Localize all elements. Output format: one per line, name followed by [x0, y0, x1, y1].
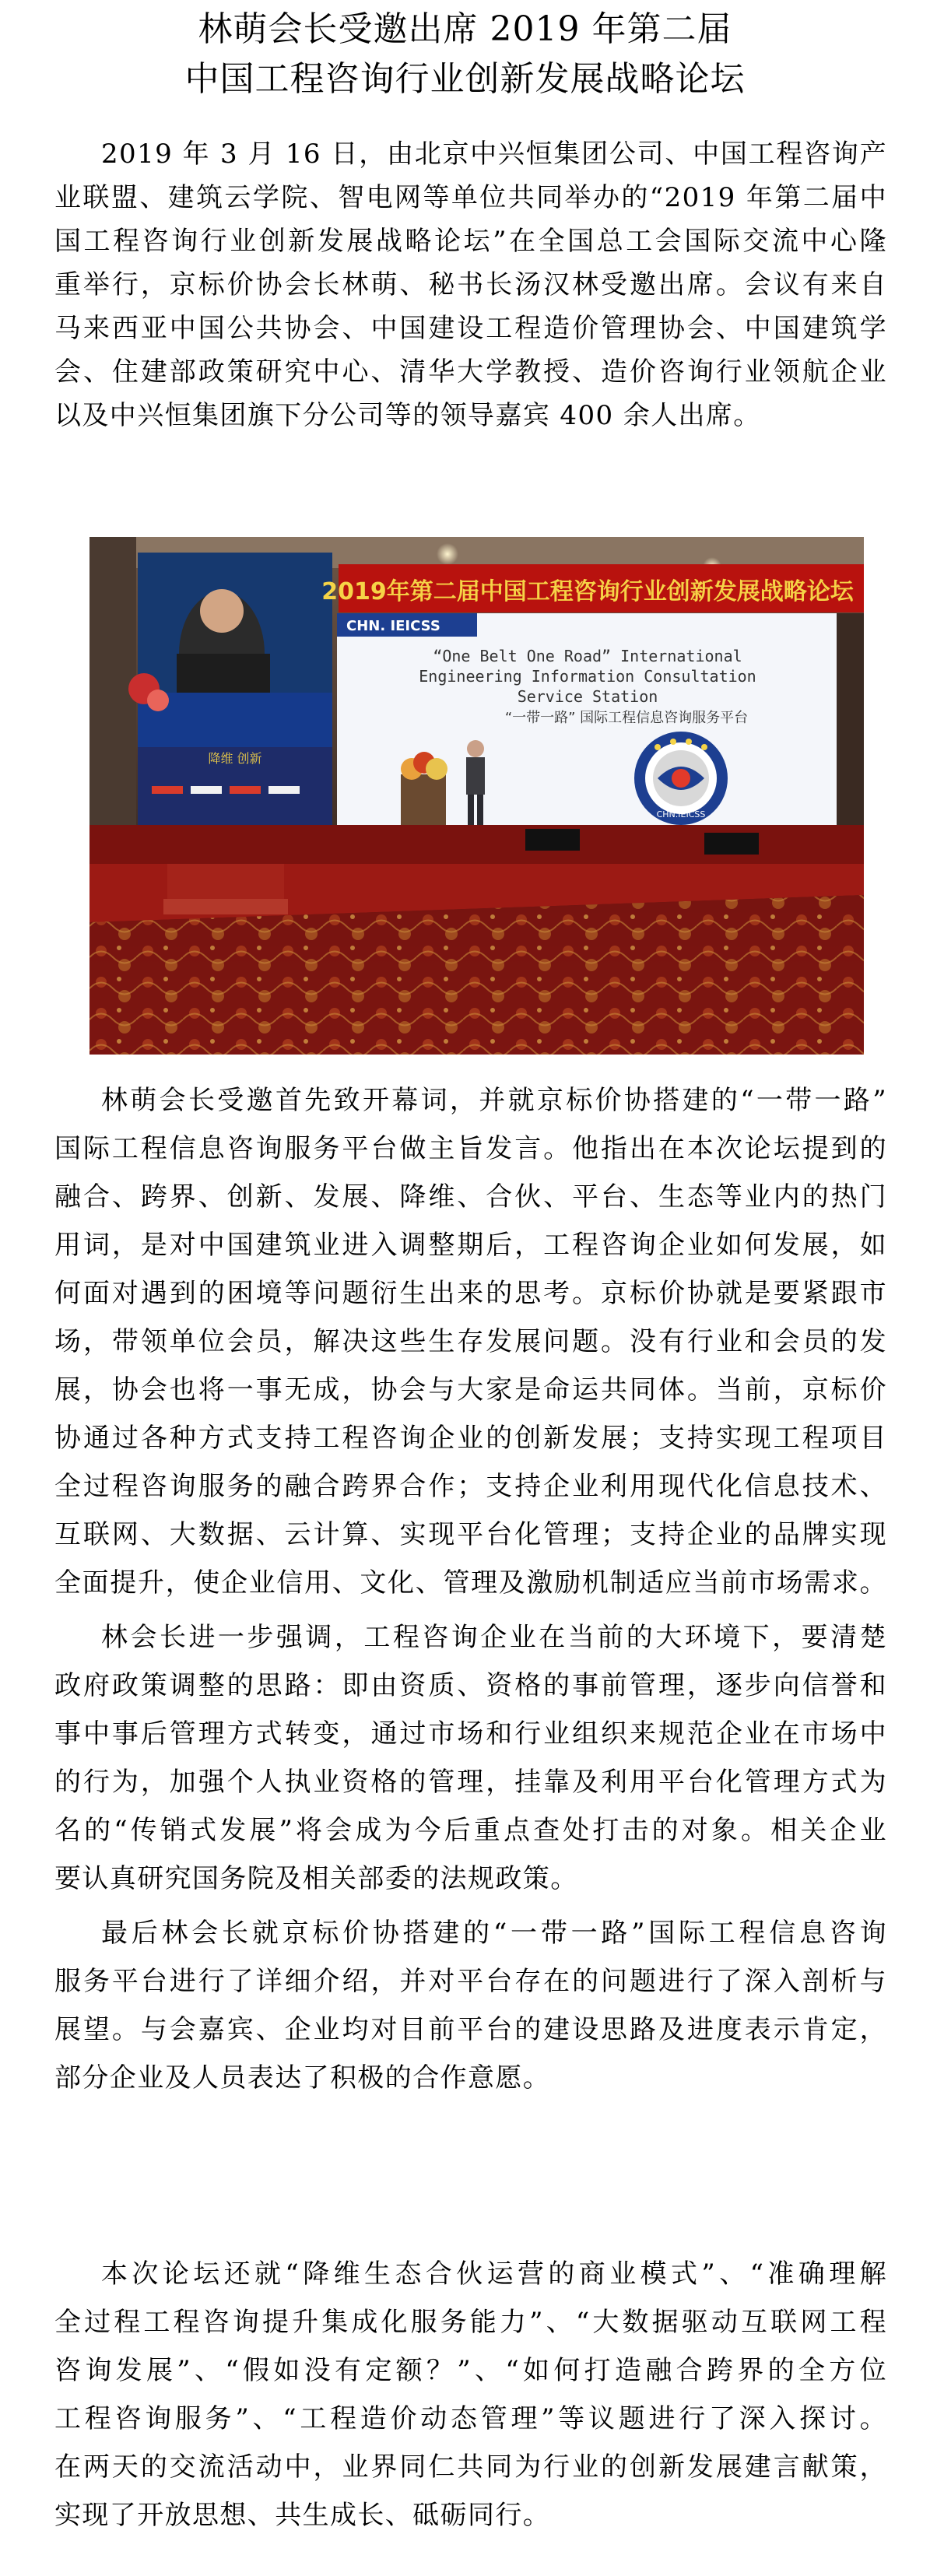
paragraph-5-line: 全过程工程咨询提升集成化服务能力”、“大数据驱动互联网工程	[54, 2307, 887, 2338]
paragraph-3-line: 政府政策调整的思路：即由资质、资格的事前管理，逐步向信誉和	[54, 1670, 887, 1701]
paragraph-3-line: 的行为，加强个人执业资格的管理，挂靠及利用平台化管理方式为	[54, 1767, 887, 1798]
paragraph-3-line: 要认真研究国务院及相关部委的法规政策。	[54, 1863, 578, 1894]
paragraph-2-line: 何面对遇到的困境等问题衍生出来的思考。京标价协就是要紧跟市	[54, 1278, 887, 1309]
screen-line-3: Service Station	[517, 687, 658, 706]
paragraph-2-line: 林萌会长受邀首先致开幕词，并就京标价协搭建的“一带一路”	[101, 1085, 887, 1116]
paragraph-5-line: 咨询发展”、“假如没有定额？”、“如何打造融合跨界的全方位	[54, 2355, 887, 2386]
paragraph-2-line: 国际工程信息咨询服务平台做主旨发言。他指出在本次论坛提到的	[54, 1133, 887, 1164]
paragraph-2-line: 融合、跨界、创新、发展、降维、合伙、平台、生态等业内的热门	[54, 1181, 887, 1213]
paragraph-2-line: 展，协会也将一事无成，协会与大家是命运共同体。当前，京标价	[54, 1374, 887, 1406]
paragraph-2-line: 场，带领单位会员，解决这些生存发展问题。没有行业和会员的发	[54, 1326, 887, 1357]
forum-stage-photo	[89, 537, 864, 1055]
banner-text: 2019年第二届中国工程咨询行业创新发展战略论坛	[321, 578, 854, 605]
paragraph-5-line: 工程咨询服务”、“工程造价动态管理”等议题进行了深入探讨。	[54, 2403, 887, 2434]
ieicss-logo-icon	[634, 732, 728, 825]
article-title-line-1: 林萌会长受邀出席 2019 年第二届	[198, 9, 732, 49]
paragraph-2-line: 协通过各种方式支持工程咨询企业的创新发展；支持实现工程项目	[54, 1423, 887, 1454]
paragraph-2-line: 全面提升，使企业信用、文化、管理及激励机制适应当前市场需求。	[54, 1567, 887, 1599]
paragraph-5-line: 实现了开放思想、共生成长、砥砺同行。	[54, 2500, 551, 2531]
paragraph-4-line: 部分企业及人员表达了积极的合作意愿。	[54, 2062, 551, 2093]
paragraph-3-line: 名的“传销式发展”将会成为今后重点查处打击的对象。相关企业	[54, 1815, 887, 1846]
paragraph-4-line: 展望。与会嘉宾、企业均对目前平台的建设思路及进度表示肯定，	[54, 2014, 887, 2045]
paragraph-1-line: 2019 年 3 月 16 日，由北京中兴恒集团公司、中国工程咨询产	[101, 139, 887, 170]
paragraph-2-line: 全过程咨询服务的融合跨界合作；支持企业利用现代化信息技术、	[54, 1471, 887, 1502]
screen-tag: CHN. IEICSS	[346, 618, 440, 634]
paragraph-1-line: 会、住建部政策研究中心、清华大学教授、造价咨询行业领航企业	[54, 356, 887, 388]
paragraph-2-line: 互联网、大数据、云计算、实现平台化管理；支持企业的品牌实现	[54, 1519, 887, 1550]
paragraph-4-line: 最后林会长就京标价协搭建的“一带一路”国际工程信息咨询	[101, 1918, 887, 1949]
screen-line-2: Engineering Information Consultation	[419, 667, 756, 686]
article-title-line-2: 中国工程咨询行业创新发展战略论坛	[184, 59, 746, 99]
paragraph-1-line: 国工程咨询行业创新发展战略论坛”在全国总工会国际交流中心隆	[54, 226, 887, 257]
screen-line-4: “一带一路” 国际工程信息咨询服务平台	[504, 710, 749, 726]
paragraph-1-line: 马来西亚中国公共协会、中国建设工程造价管理协会、中国建筑学	[54, 313, 887, 344]
paragraph-2-line: 用词，是对中国建筑业进入调整期后，工程咨询企业如何发展，如	[54, 1230, 887, 1261]
paragraph-5-line: 本次论坛还就“降维生态合伙运营的商业模式”、“准确理解	[101, 2258, 887, 2290]
screen-line-1: “One Belt One Road” International	[433, 647, 742, 665]
svg-text:CHN.IEICSS: CHN.IEICSS	[656, 809, 706, 819]
paragraph-1-line: 业联盟、建筑云学院、智电网等单位共同举办的“2019 年第二届中	[54, 182, 887, 213]
paragraph-1-line: 重举行，京标价协会长林萌、秘书长汤汉林受邀出席。会议有来自	[54, 269, 887, 300]
paragraph-4-line: 服务平台进行了详细介绍，并对平台存在的问题进行了深入剖析与	[54, 1966, 887, 1997]
paragraph-5-line: 在两天的交流活动中，业界同仁共同为行业的创新发展建言献策，	[54, 2451, 887, 2483]
paragraph-1-line: 以及中兴恒集团旗下分公司等的领导嘉宾 400 余人出席。	[54, 400, 761, 431]
left-screen-text: 降维 创新	[208, 751, 262, 766]
paragraph-3-line: 林会长进一步强调，工程咨询企业在当前的大环境下，要清楚	[101, 1622, 887, 1653]
paragraph-3-line: 事中事后管理方式转变，通过市场和行业组织来规范企业在市场中	[54, 1718, 887, 1750]
